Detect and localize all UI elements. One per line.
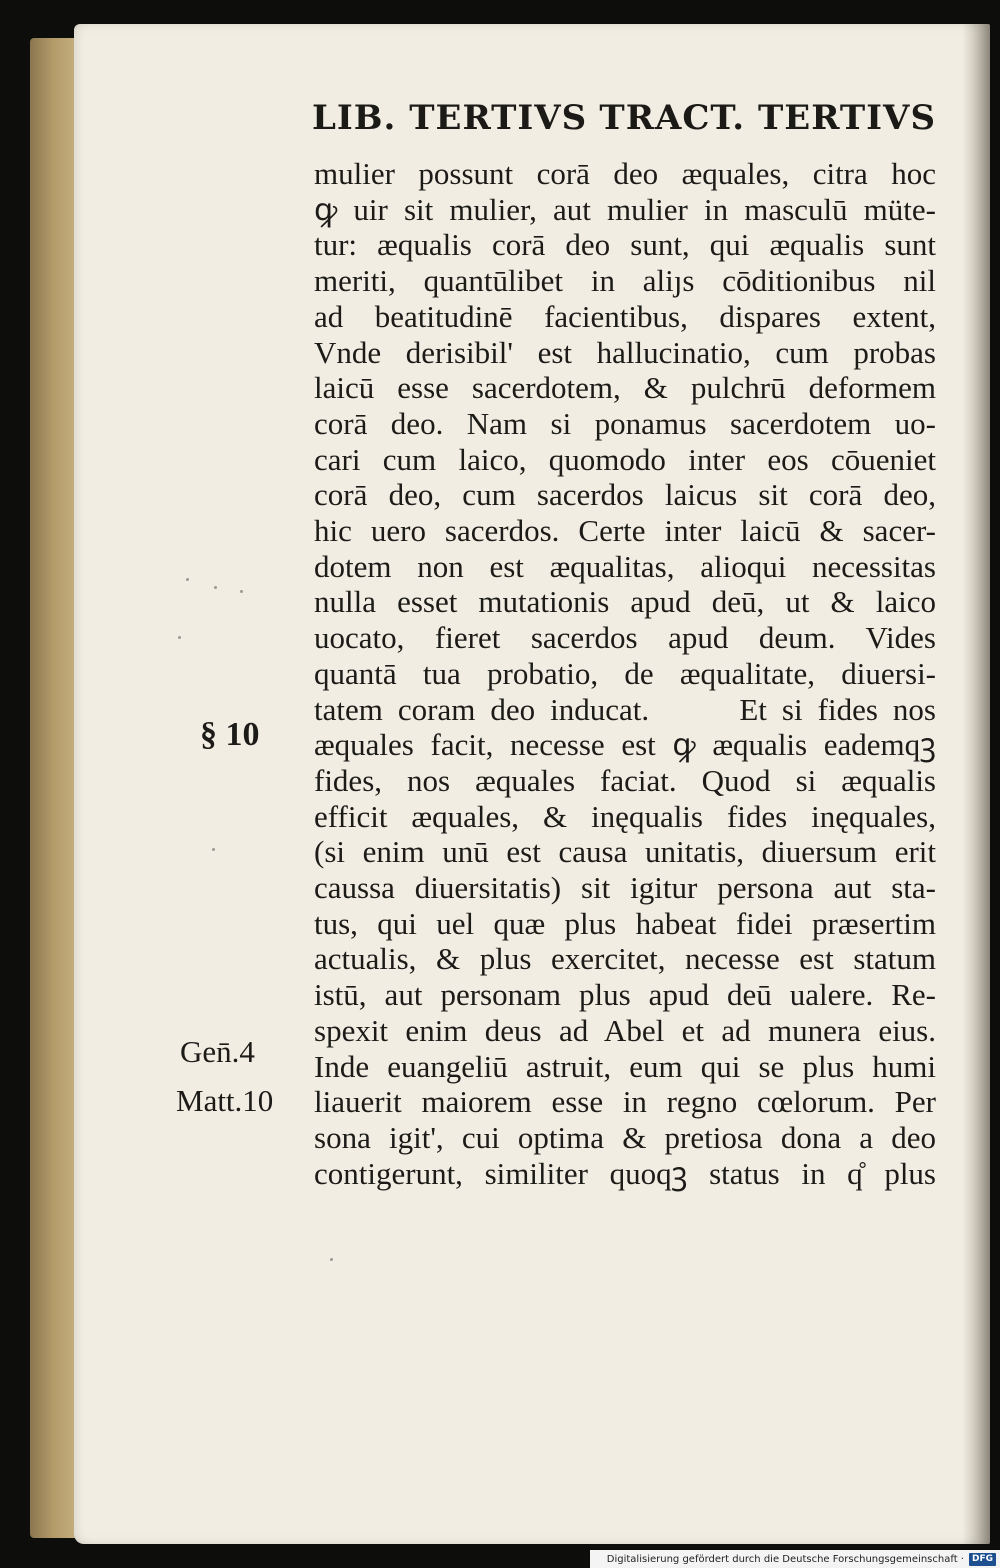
text-line: meriti, quantūlibet in aliȷs cōditionibus nil (314, 263, 936, 299)
text-line: cari cum laico, quomodo inter eos cōueniet (314, 441, 936, 477)
text-line: (si enim unū est causa unitatis, diuersum erit (314, 834, 936, 870)
digitization-footer (590, 1550, 1000, 1568)
text-line: tatem coram deo inducat. Et si fides nos (314, 691, 936, 727)
text-line: æquales facit, necesse est ꝙ æqualis eademqꝫ (314, 727, 936, 763)
footer-credit: Digitalisierung gefördert durch die Deutsche Forschungsgemeinschaft · (606, 1553, 964, 1565)
text-line: ꝙ uir sit mulier, aut mulier in masculū müte- (314, 191, 936, 227)
text-line: quantā tua probatio, de æqualitate, diuersi- (314, 655, 936, 691)
paper-speck (212, 848, 215, 851)
text-line: hic uero sacerdos. Certe inter laicū & sacer- (314, 513, 936, 549)
paper-speck (240, 590, 243, 593)
paper-speck (330, 1258, 333, 1261)
text-line: liauerit maiorem esse in regno cœlorum. Per (314, 1084, 936, 1120)
running-head-left: LIB. TERTIVS (312, 98, 588, 138)
text-line: corā deo. Nam si ponamus sacerdotem uo- (314, 405, 936, 441)
margin-note-genesis: Gen̄.4 (180, 1034, 255, 1069)
text-line: caussa diuersitatis) sit igitur persona aut sta- (314, 870, 936, 906)
gutter-shadow (962, 24, 990, 1544)
text-line: istū, aut personam plus apud deū ualere. Re- (314, 977, 936, 1013)
text-line: efficit æquales, & inęqualis fides inęquales, (314, 798, 936, 834)
running-head-right: TRACT. TERTIVS (599, 98, 936, 138)
running-head (312, 98, 936, 138)
text-line: ad beatitudinē facientibus, dispares extent, (314, 298, 936, 334)
dfg-logo: DFG (969, 1553, 996, 1566)
text-line: laicū esse sacerdotem, & pulchrū deformem (314, 370, 936, 406)
paper-speck (214, 586, 217, 589)
text-line: nulla esset mutationis apud deū, ut & laico (314, 584, 936, 620)
margin-note-matthew: Matt.10 (176, 1083, 274, 1118)
paper-speck (178, 636, 181, 639)
text-line: actualis, & plus exercitet, necesse est statum (314, 941, 936, 977)
text-line: Inde euangeliū astruit, eum qui se plus humi (314, 1048, 936, 1084)
body-text (314, 156, 936, 1191)
text-line: Vnde derisibil' est hallucinatio, cum probas (314, 334, 936, 370)
text-line: tur: æqualis corā deo sunt, qui æqualis sunt (314, 227, 936, 263)
text-line: dotem non est æqualitas, alioqui necessitas (314, 548, 936, 584)
text-line: contigerunt, similiter quoqꝫ status in q̊ plus (314, 1155, 936, 1191)
text-line: fides, nos æquales faciat. Quod si æqualis (314, 762, 936, 798)
paper-speck (186, 578, 189, 581)
text-line: spexit enim deus ad Abel et ad munera eius. (314, 1012, 936, 1048)
text-line: mulier possunt corā deo æquales, citra hoc (314, 156, 936, 191)
text-line: tus, qui uel quæ plus habeat fidei præsertim (314, 905, 936, 941)
text-line: corā deo, cum sacerdos laicus sit corā deo, (314, 477, 936, 513)
text-line: uocato, fieret sacerdos apud deum. Vides (314, 620, 936, 656)
text-line: sona igit', cui optima & pretiosa dona a deo (314, 1119, 936, 1155)
margin-note-section: § 10 (200, 716, 260, 753)
